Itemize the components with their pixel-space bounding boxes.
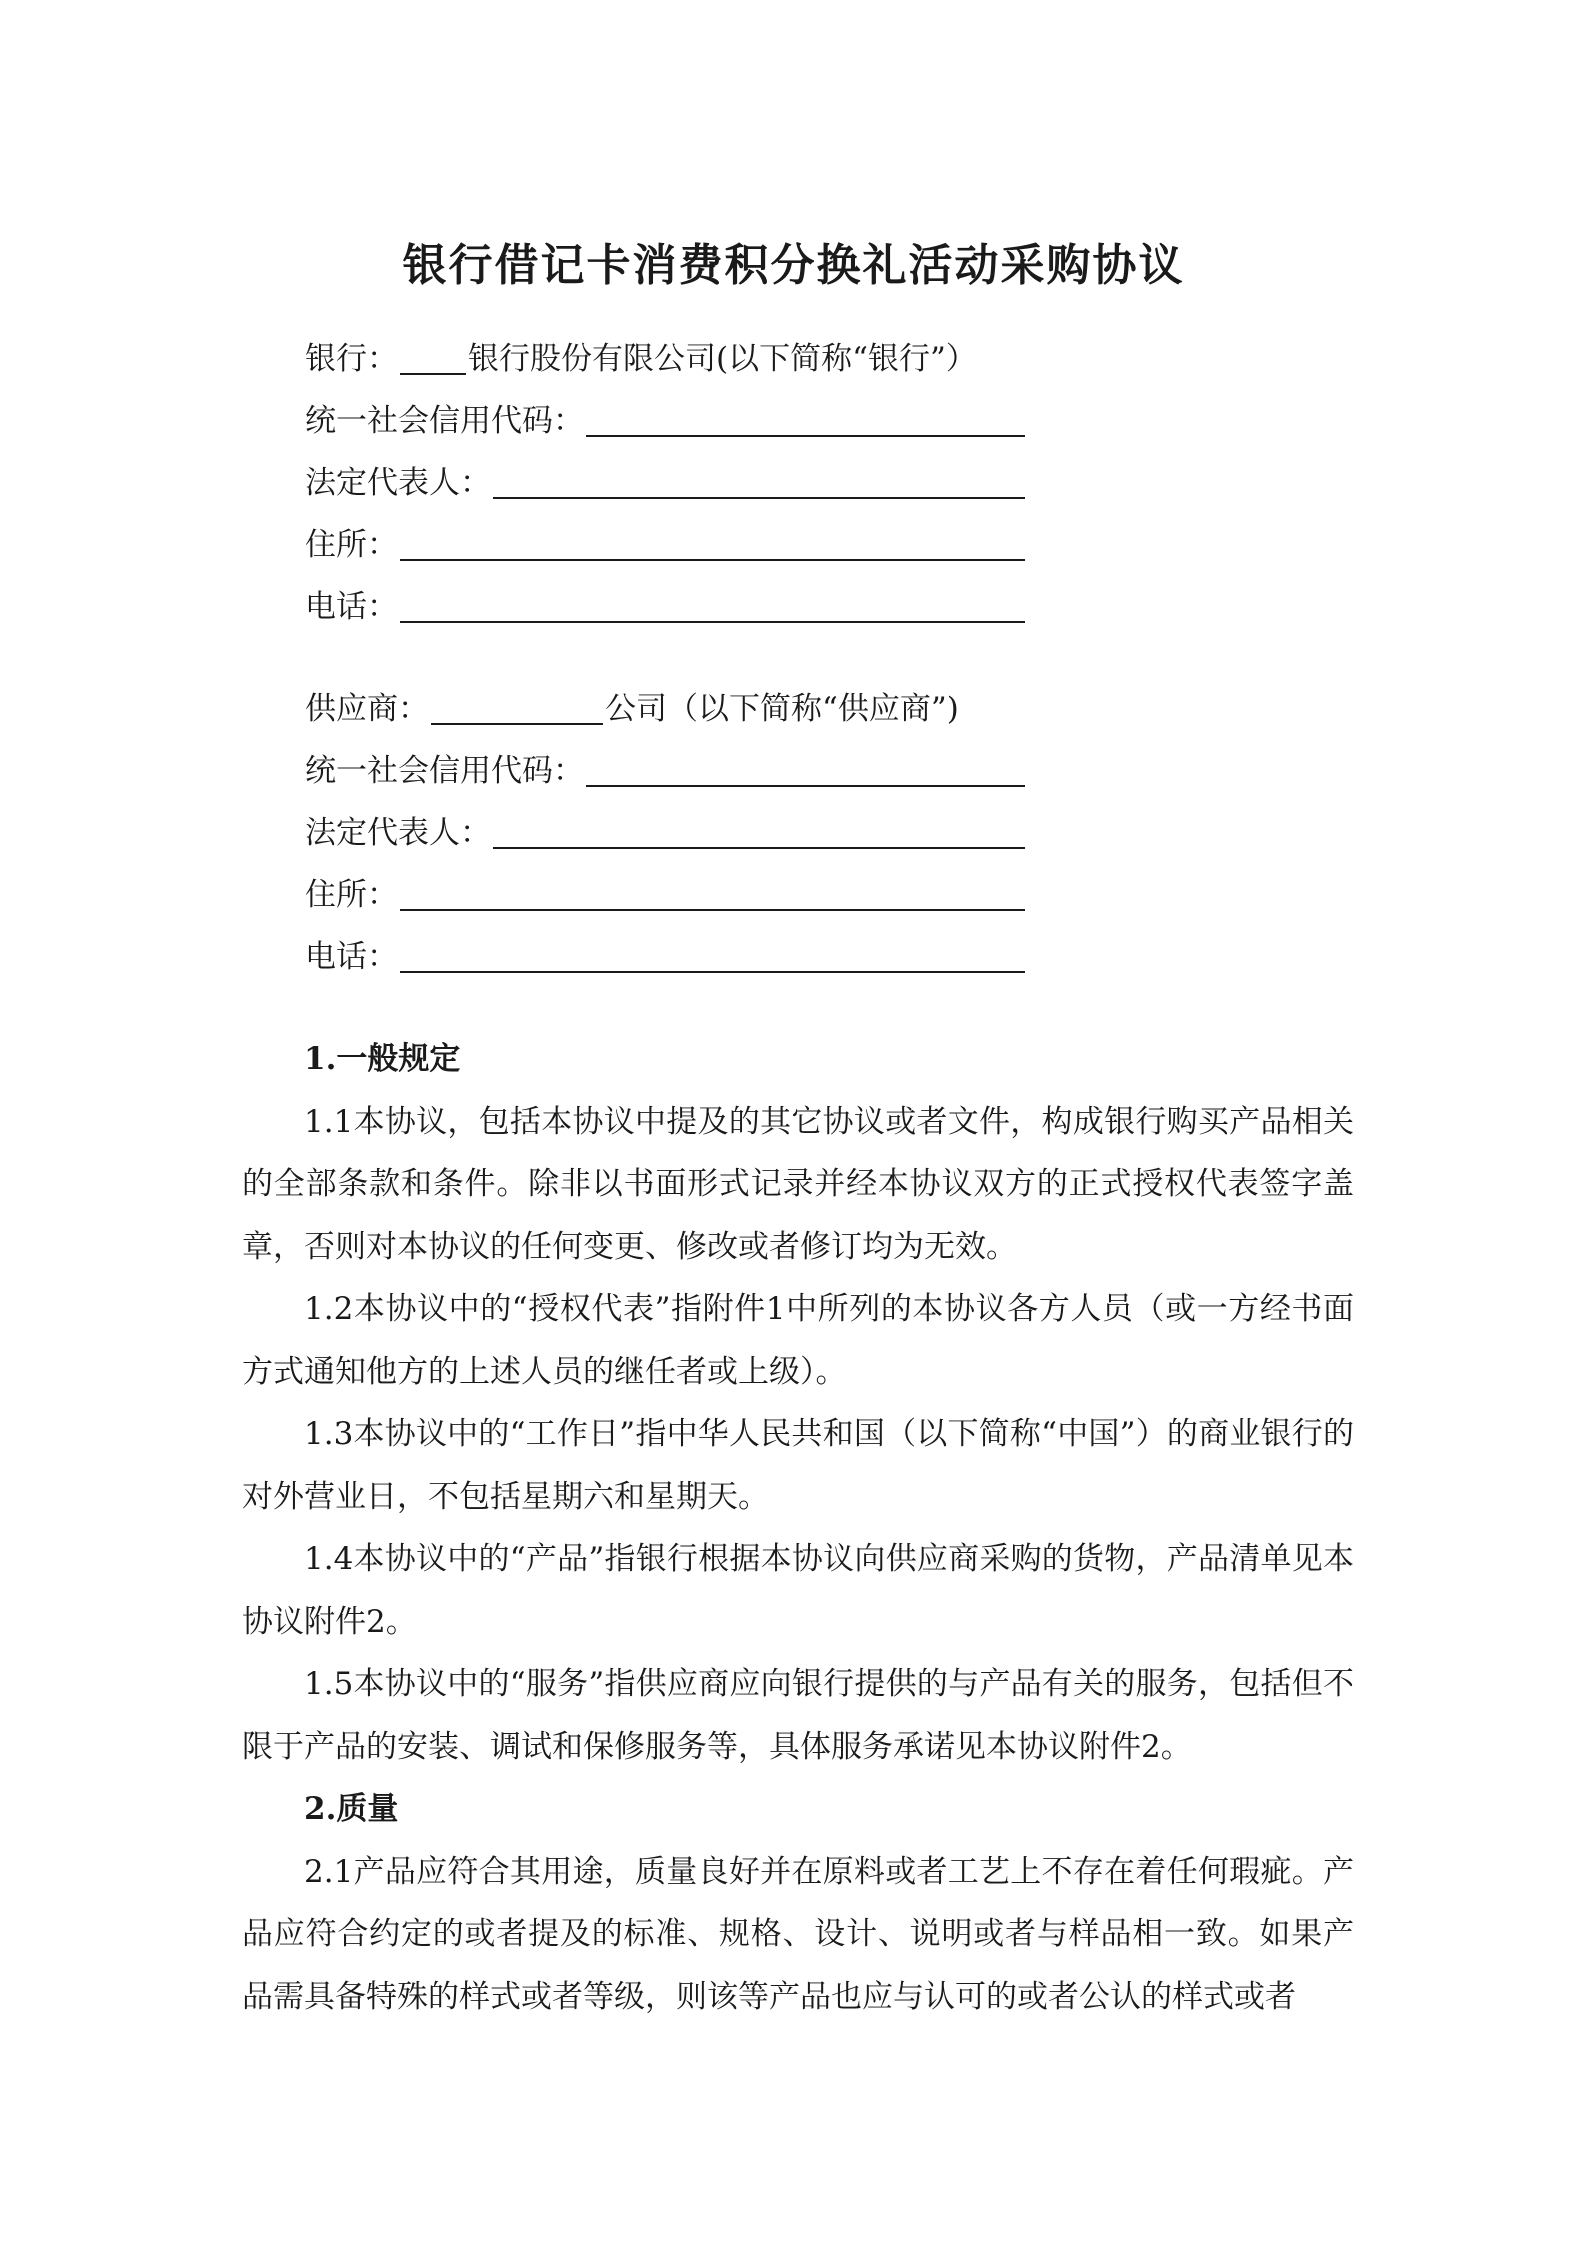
bank-name-row bbox=[305, 324, 1025, 386]
section-heading-general: 1.一般规定 bbox=[304, 1041, 461, 1077]
document-title: 银行借记卡消费积分换礼活动采购协议 bbox=[402, 240, 1185, 291]
bank-info-block bbox=[305, 324, 1025, 634]
supplier-address-blank[interactable] bbox=[400, 871, 1025, 911]
clause-2-1: 2.1产品应符合其用途，质量良好并在原料或者工艺上不存在着任何瑕疵。产品应符合约定的或者提及的标准、规格、设计、说明或者与样品相一致。如果产品需具备特殊的样式或者等级，则该等产品也应与认可的或者公认的样式或者 bbox=[242, 1853, 1354, 2015]
bank-phone-blank[interactable] bbox=[400, 583, 1025, 623]
supplier-name-suffix: 公司（以下简称“供应商”) bbox=[605, 690, 959, 727]
clause-1-2: 1.2本协议中的“授权代表”指附件1中所列的本协议各方人员（或一方经书面方式通知他方的上述人员的继任者或上级）。 bbox=[242, 1291, 1354, 1390]
bank-phone-label: 电话： bbox=[305, 588, 398, 625]
supplier-credit-code-label: 统一社会信用代码： bbox=[305, 752, 584, 789]
supplier-phone-label: 电话： bbox=[305, 938, 398, 975]
supplier-address-label: 住所： bbox=[305, 876, 398, 913]
bank-phone-row bbox=[305, 572, 1025, 634]
bank-legal-rep-row bbox=[305, 448, 1025, 510]
bank-credit-code-label: 统一社会信用代码： bbox=[305, 402, 584, 439]
supplier-phone-blank[interactable] bbox=[400, 933, 1025, 973]
supplier-name-blank[interactable] bbox=[431, 685, 603, 725]
supplier-legal-rep-blank[interactable] bbox=[493, 809, 1025, 849]
clause-1-4: 1.4本协议中的“产品”指银行根据本协议向供应商采购的货物，产品清单见本协议附件2。 bbox=[242, 1541, 1354, 1640]
section-heading-quality: 2.质量 bbox=[304, 1791, 399, 1827]
bank-address-row bbox=[305, 510, 1025, 572]
clause-1-1: 1.1本协议，包括本协议中提及的其它协议或者文件，构成银行购买产品相关的全部条款和条件。除非以书面形式记录并经本协议双方的正式授权代表签字盖章，否则对本协议的任何变更、修改或者修订均为无效。 bbox=[242, 1103, 1354, 1265]
bank-address-label: 住所： bbox=[305, 526, 398, 563]
bank-credit-code-row bbox=[305, 386, 1025, 448]
supplier-legal-rep-row bbox=[305, 798, 1025, 860]
supplier-name-row bbox=[305, 674, 1025, 736]
bank-name-label: 银行： bbox=[305, 340, 398, 377]
supplier-phone-row bbox=[305, 922, 1025, 984]
clause-1-5: 1.5本协议中的“服务”指供应商应向银行提供的与产品有关的服务，包括但不限于产品的安装、调试和保修服务等，具体服务承诺见本协议附件2。 bbox=[242, 1666, 1354, 1765]
supplier-credit-code-blank[interactable] bbox=[586, 747, 1025, 787]
supplier-address-row bbox=[305, 860, 1025, 922]
bank-name-blank[interactable] bbox=[400, 335, 466, 375]
bank-legal-rep-blank[interactable] bbox=[493, 459, 1025, 499]
supplier-legal-rep-label: 法定代表人： bbox=[305, 814, 491, 851]
clause-1-3: 1.3本协议中的“工作日”指中华人民共和国（以下简称“中国”）的商业银行的对外营业日，不包括星期六和星期天。 bbox=[242, 1416, 1354, 1515]
bank-name-suffix: 银行股份有限公司(以下简称“银行”） bbox=[468, 340, 977, 377]
supplier-info-block bbox=[305, 674, 1025, 984]
bank-address-blank[interactable] bbox=[400, 521, 1025, 561]
bank-credit-code-blank[interactable] bbox=[586, 397, 1025, 437]
supplier-credit-code-row bbox=[305, 736, 1025, 798]
supplier-name-label: 供应商： bbox=[305, 690, 429, 727]
bank-legal-rep-label: 法定代表人： bbox=[305, 464, 491, 501]
agreement-body bbox=[242, 1028, 1354, 2028]
